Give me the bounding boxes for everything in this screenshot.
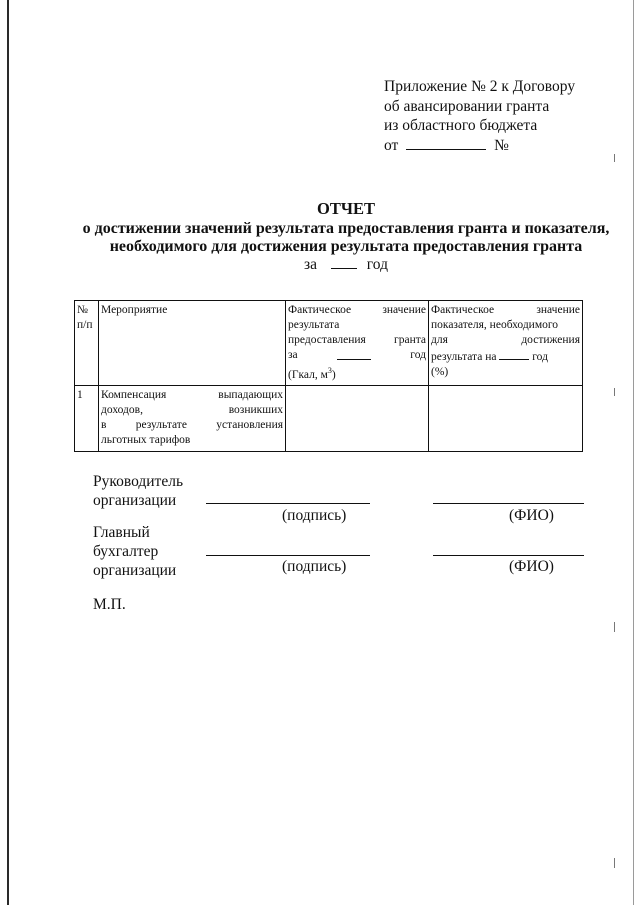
header-text-line: результата <box>288 319 340 331</box>
page-edge-left <box>7 0 9 905</box>
header-text-line: Фактическое значение <box>431 304 580 316</box>
year-blank-field[interactable] <box>331 255 357 269</box>
header-num-cell <box>75 301 99 386</box>
header-fact-result-cell <box>286 301 429 386</box>
report-table <box>74 300 583 452</box>
measure-text-line: в результате установления <box>101 418 284 431</box>
scan-speck <box>614 388 615 396</box>
accountant-signature-caption: (подпись) <box>282 558 347 575</box>
appendix-block <box>384 77 575 155</box>
za-label: за <box>304 256 318 273</box>
header-measure-text: Мероприятие <box>101 304 168 316</box>
accountant-signature-label <box>93 523 176 580</box>
report-heading: ОТЧЕТ <box>317 199 375 218</box>
accountant-label-line: Главный <box>93 524 150 541</box>
row-fact-indicator-cell[interactable] <box>429 385 583 451</box>
header-text-line: (Гкал, $м^3$) <box>288 366 336 381</box>
header-measure-cell <box>99 301 286 386</box>
scan-speck <box>614 858 615 868</box>
appendix-date-line <box>384 136 575 156</box>
god-label: год <box>366 256 388 273</box>
accountant-label-line: организации <box>93 562 177 579</box>
accountant-label-line: бухгалтер <box>93 543 159 560</box>
header-fact-indicator-cell <box>429 301 583 386</box>
head-fio-line[interactable] <box>433 503 584 504</box>
report-year-line <box>0 255 640 274</box>
scan-speck <box>614 154 615 162</box>
appendix-line: Приложение № 2 к Договору <box>384 78 576 95</box>
year-blank-field[interactable] <box>337 348 371 360</box>
header-num-text: п/п <box>77 319 93 331</box>
scan-speck <box>614 622 615 632</box>
appendix-number-label: № <box>494 136 509 154</box>
header-text-line: показателя, необходимого <box>431 319 559 331</box>
accountant-fio-line[interactable] <box>433 555 584 556</box>
head-fio-caption: (ФИО) <box>509 507 554 524</box>
measure-text-line: льготных тарифов <box>101 433 191 446</box>
report-title-line-2: необходимого для достижения результата предоставления гранта <box>109 238 583 255</box>
measure-text-line: Компенсация выпадающих <box>101 388 283 401</box>
accountant-fio-caption: (ФИО) <box>509 558 554 575</box>
row-num-cell: 1 <box>75 385 99 451</box>
page-edge-right <box>633 0 634 905</box>
header-text-line: (%) <box>431 366 449 378</box>
head-signature-label <box>93 472 183 510</box>
head-label-line: Руководитель <box>93 473 184 490</box>
report-title-line-1: о достижении значений результата предоставления гранта и показателя, <box>82 220 610 237</box>
row-fact-result-cell[interactable] <box>286 385 429 451</box>
date-blank-field[interactable] <box>406 136 486 150</box>
table-row <box>75 385 583 451</box>
header-text-line: результата на год <box>431 348 580 365</box>
head-label-line: организации <box>93 492 177 509</box>
header-text-line: для достижения <box>431 334 580 346</box>
header-text-line: за год <box>288 349 426 361</box>
head-signature-caption: (подпись) <box>282 507 347 524</box>
measure-text-line: доходов, возникших <box>101 403 283 416</box>
year-blank-field[interactable] <box>499 348 529 360</box>
appendix-line: из областного бюджета <box>384 117 538 134</box>
row-measure-cell <box>99 385 286 451</box>
table-header-row <box>75 301 583 386</box>
appendix-line: об авансировании гранта <box>384 97 550 115</box>
accountant-signature-line[interactable] <box>206 555 370 556</box>
head-signature-line[interactable] <box>206 503 370 504</box>
header-num-text: № <box>77 304 88 316</box>
header-text-line: предоставления гранта <box>288 334 426 346</box>
stamp-place-label: М.П. <box>93 596 126 613</box>
header-text-line: Фактическое значение <box>288 304 426 316</box>
appendix-ot-label: от <box>384 136 399 154</box>
